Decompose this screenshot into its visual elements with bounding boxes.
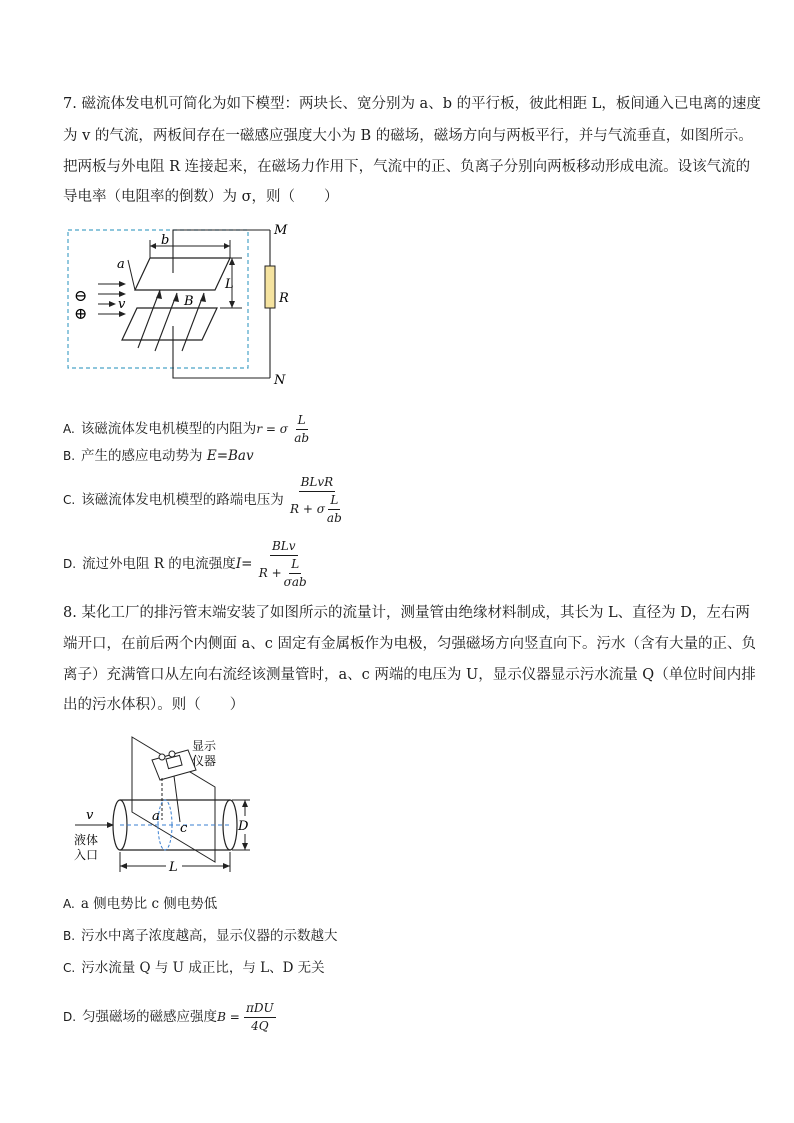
option-text: 产生的感应电动势为 xyxy=(81,448,203,464)
label-L: L xyxy=(169,860,178,875)
formula-lhs: I= xyxy=(235,556,253,572)
display-label-1: 显示 xyxy=(192,739,217,753)
mhd-generator-diagram xyxy=(60,218,300,388)
option-label: C. xyxy=(63,961,76,975)
label-B: B xyxy=(184,294,194,309)
label-L: L xyxy=(225,277,234,292)
option-label: C. xyxy=(63,493,76,507)
fraction: BLvR R + σ $\frac{L}{ab}$ xyxy=(290,475,342,525)
q7-stem-line-3: 把两板与外电阻 R 连接起来，在磁场力作用下，气流中的正、负离子分别向两板移动形成电流。设该气流的 xyxy=(63,159,751,175)
q8-option-b[interactable] xyxy=(63,926,338,946)
option-text: 污水流量 Q 与 U 成正比，与 L、D 无关 xyxy=(81,960,325,976)
q7-option-d[interactable] xyxy=(63,538,311,591)
q8-option-d[interactable] xyxy=(63,1000,276,1035)
option-label: B. xyxy=(63,929,76,943)
inlet-label-2: 入口 xyxy=(74,848,99,862)
option-label: A. xyxy=(63,422,75,436)
fraction: BLv R + $\frac{L}{\text{σab}}$ xyxy=(258,539,307,589)
label-D: D xyxy=(238,819,249,834)
label-v: v xyxy=(118,297,126,312)
label-b: b xyxy=(161,233,170,248)
resistor xyxy=(265,266,275,308)
option-text: 污水中离子浓度越高，显示仪器的示数越大 xyxy=(81,928,338,944)
positive-ion-icon: ⊕ xyxy=(74,304,88,323)
q8-stem-line-2: 端开口，在前后两个内侧面 a、c 固定有金属板作为电极，匀强磁场方向竖直向下。污水（含有大量的正、负 xyxy=(63,636,756,652)
label-c: c xyxy=(180,821,188,836)
magnetic-field-region xyxy=(68,230,248,368)
label-v: v xyxy=(86,808,94,823)
fraction: $\frac{L}{ab}$ xyxy=(294,413,310,445)
inlet-label-1: 液体 xyxy=(74,833,99,847)
negative-ion-icon: ⊖ xyxy=(74,286,88,305)
display-label-2: 仪器 xyxy=(192,754,217,768)
option-text: a 侧电势比 c 侧电势低 xyxy=(80,896,218,912)
option-text: 匀强磁场的磁感应强度 xyxy=(82,1009,218,1025)
q8-stem-line-3: 离子）充满管口从左向右流经该测量管时，a、c 两端的电压为 U，显示仪器显示污水流量 Q（单位时间内排 xyxy=(63,667,756,683)
q8-stem-line-1: 8. 某化工厂的排污管末端安装了如图所示的流量计，测量管由绝缘材料制成，其长为 L、直径为 D，左右两 xyxy=(63,605,750,621)
option-label: A. xyxy=(63,897,75,911)
label-M: M xyxy=(274,223,288,238)
q8-option-a[interactable] xyxy=(63,894,217,914)
q7-option-a[interactable] xyxy=(63,412,311,447)
q7-stem-line-2: 为 v 的气流，两板间存在一磁感应强度大小为 B 的磁场，磁场方向与两板平行，并与气流垂直，如图所示。 xyxy=(63,128,753,144)
label-R: R xyxy=(279,291,289,306)
q7-option-b[interactable] xyxy=(63,446,254,466)
option-label: D. xyxy=(63,557,77,571)
top-plate xyxy=(135,258,230,290)
formula: E=Bav xyxy=(206,448,254,464)
flow-meter-diagram xyxy=(70,732,270,882)
label-a: a xyxy=(152,809,160,824)
option-label: D. xyxy=(63,1010,77,1024)
q7-option-c[interactable] xyxy=(63,474,346,527)
option-label: B. xyxy=(63,449,76,463)
formula-lhs: r = σ xyxy=(256,422,288,436)
label-a: a xyxy=(117,257,125,272)
option-text: 该磁流体发电机模型的路端电压为 xyxy=(81,492,284,508)
formula-lhs: B = xyxy=(217,1010,240,1024)
q7-stem-line-4: 导电率（电阻率的倒数）为 σ，则（ ） xyxy=(63,189,339,205)
fraction: $\frac{\text{πDU}}{4Q}$ xyxy=(246,1001,274,1033)
q8-stem-line-4: 出的污水体积）。则（ ） xyxy=(63,697,245,713)
q7-stem-line-1: 7. 磁流体发电机可简化为如下模型：两块长、宽分别为 a、b 的平行板，彼此相距 L，板间通入已电离的速度 xyxy=(63,96,761,112)
label-N: N xyxy=(274,373,286,388)
q8-option-c[interactable] xyxy=(63,958,325,978)
option-text: 流过外电阻 R 的电流强度 xyxy=(82,556,236,572)
option-text: 该磁流体发电机模型的内阻为 xyxy=(80,421,257,437)
